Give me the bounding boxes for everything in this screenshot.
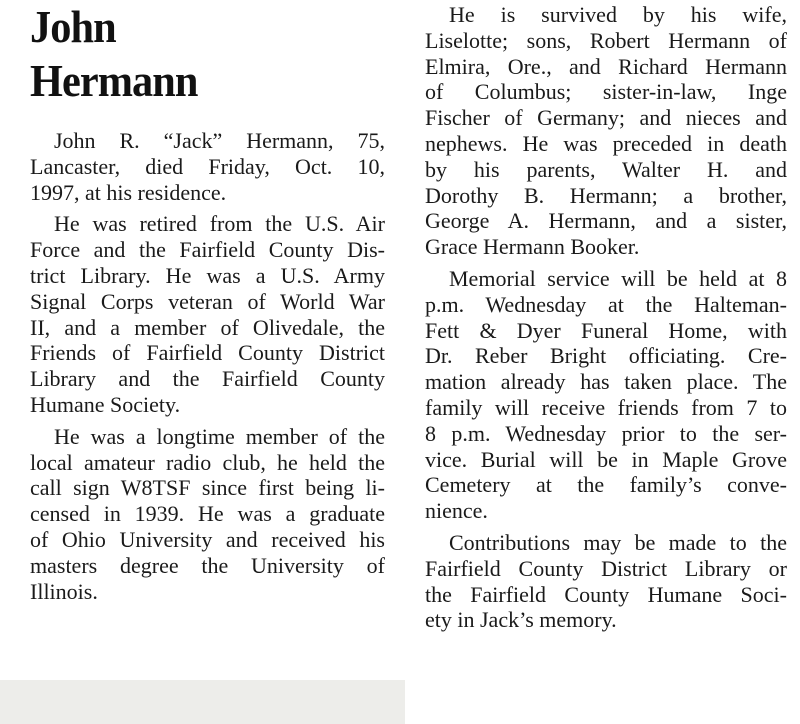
text-line: Fairfield County District Library or <box>425 555 787 581</box>
text-line: masters degree the University of <box>30 552 385 578</box>
text-line: Fett & Dyer Funeral Home, with <box>425 317 787 343</box>
text-line: Cemetery at the family’s conve- <box>425 472 787 498</box>
text-line: II, and a member of Olivedale, the <box>30 314 385 340</box>
paragraph <box>30 424 385 605</box>
paragraph <box>425 2 787 260</box>
text-line: Lancaster, died Friday, Oct. 10, <box>30 153 385 179</box>
text-line: trict Library. He was a U.S. Army <box>30 262 385 288</box>
text-line: He was retired from the U.S. Air <box>54 211 385 237</box>
text-line: Humane Society. <box>30 391 181 417</box>
text-line: ety in Jack’s memory. <box>425 607 617 633</box>
text-line: Library and the Fairfield County <box>30 366 385 392</box>
headline-line-1: John <box>30 1 116 52</box>
right-column-text <box>425 2 787 633</box>
headline <box>30 0 198 108</box>
text-line: John R. “Jack” Hermann, 75, <box>54 128 385 153</box>
text-line: He was a longtime member of the <box>54 423 385 449</box>
text-line: 1997, at his residence. <box>30 179 227 205</box>
text-line: vice. Burial will be in Maple Grove <box>425 446 787 472</box>
text-line: George A. Hermann, and a sister, <box>425 208 787 234</box>
text-line: Contributions may be made to the <box>449 529 787 555</box>
text-line: Friends of Fairfield County District <box>30 340 385 366</box>
page-margin-shade <box>0 680 405 724</box>
text-line: Dorothy B. Hermann; a brother, <box>425 182 787 208</box>
paragraph <box>425 530 787 633</box>
text-line: 8 p.m. Wednesday prior to the ser- <box>425 420 787 446</box>
text-line: by his parents, Walter H. and <box>425 156 787 182</box>
text-line: Elmira, Ore., and Richard Hermann <box>425 53 787 79</box>
text-line: p.m. Wednesday at the Halteman- <box>425 291 787 317</box>
text-line: He is survived by his wife, <box>449 2 787 27</box>
text-line: the Fairfield County Humane Soci- <box>425 581 787 607</box>
text-line: nephews. He was preceded in death <box>425 130 787 156</box>
text-line: Illinois. <box>30 578 98 604</box>
left-column-text <box>30 128 385 604</box>
text-line: Liselotte; sons, Robert Hermann of <box>425 27 787 53</box>
text-line: Grace Hermann Booker. <box>425 234 640 260</box>
text-line: Force and the Fairfield County Dis- <box>30 237 385 263</box>
text-line: of Ohio University and received his <box>30 526 385 552</box>
text-line: Dr. Reber Bright officiating. Cre- <box>425 343 787 369</box>
text-line: family will receive friends from 7 to <box>425 394 787 420</box>
text-line: call sign W8TSF since first being li- <box>30 475 385 501</box>
paragraph <box>30 128 385 205</box>
paragraph <box>30 211 385 417</box>
text-line: censed in 1939. He was a graduate <box>30 501 385 527</box>
headline-line-2: Hermann <box>30 55 198 106</box>
text-line: local amateur radio club, he held the <box>30 449 385 475</box>
paragraph <box>425 266 787 524</box>
text-line: Memorial service will be held at 8 <box>449 265 787 291</box>
text-line: nience. <box>425 498 488 524</box>
text-line: Signal Corps veteran of World War <box>30 288 385 314</box>
text-line: mation already has taken place. The <box>425 369 787 395</box>
text-line: of Columbus; sister-in-law, Inge <box>425 79 787 105</box>
text-line: Fischer of Germany; and nieces and <box>425 105 787 131</box>
